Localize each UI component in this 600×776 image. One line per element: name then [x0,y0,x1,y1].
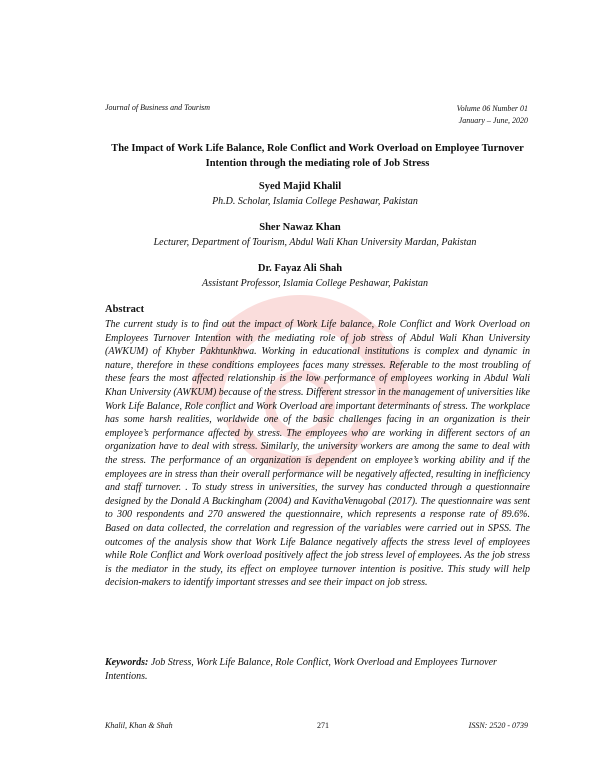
journal-name: Journal of Business and Tourism [105,103,211,112]
page-number: 271 [317,721,329,730]
paper-title: The Impact of Work Life Balance, Role Conflict and Work Overload on Employee Turnover Intention through the mediating role of Job Stress [111,143,524,169]
abstract-heading: Abstract [105,304,145,315]
volume-number: Volume 06 Number 01 [456,104,528,113]
author-affiliation: Lecturer, Department of Tourism, Abdul Wali Khan University Mardan, Pakistan [153,237,477,248]
author-affiliation: Ph.D. Scholar, Islamia College Peshawar, Pakistan [212,196,418,207]
abstract-body: The current study is to find out the impact of Work Life balance, Role Conflict and Work Overload on Employees Turnover Intention with the mediating role of job stress of Abdul Wali Khan University (AWKUM) of Khyber Pakhtunkhwa. Working in educational institutions is complex and dynamic in nature, therefore in these conditions employees faces many stresses. Referable to the most troubling of these fears the most affected relationship is the low performance of employees working in Abdul Wali Khan University (AWKUM) because of the stress. Different stressor in the management of universities like Work Life Balance, Role conflict and Work Overload are important determinants of stress. The workplace has some harsh realities, worldwide one of the basic challenges facing in an organization is their employee’s performance affected by stress. The employees who are working in different sectors of an organization have to deal with stress. Similarly, the university workers are among the same to deal with the stress. The performance of an organization is dependent on employee’s working ability and if the employees are in stress than their overall performance will be negatively affected, resulting in inefficiency and staff turnover. . To study stress in universities, the survey has conducted through a questionnaire designed by the Donald A Buckingham (2004) and KavithaVenugobal (2017). The questionnaire was sent to 300 respondents and 270 answered the questionnaire, which represents a response rate of 89.6%. Based on data collected, the correlation and regression of the variables were carried out in SPSS. The outcomes of the analysis show that Work Life Balance negatively affects the stress level of employees while Role Conflict and Work overload positively affect the job stress level of employees. As the job stress is the mediator in the study, its effect on employee turnover intention is positive. This study will help decision-makers to identify important stresses and see their impact on job stress. [105,319,530,589]
author-name: Dr. Fayaz Ali Shah [257,263,343,274]
keywords-text: Job Stress, Work Life Balance, Role Conflict, Work Overload and Employees Turnover Intentions. [105,657,497,682]
footer-authors: Khalil, Khan & Shah [105,721,173,730]
keywords-section [105,656,530,683]
issue-date: January – June, 2020 [458,116,528,125]
author-affiliation: Assistant Professor, Islamia College Peshawar, Pakistan [201,278,429,289]
keywords-label: Keywords: [105,657,149,668]
issue-info [457,103,528,127]
author-name: Sher Nawaz Khan [259,222,341,233]
author-name: Syed Majid Khalil [258,181,342,192]
footer-issn: ISSN: 2520 - 0739 [468,721,528,730]
